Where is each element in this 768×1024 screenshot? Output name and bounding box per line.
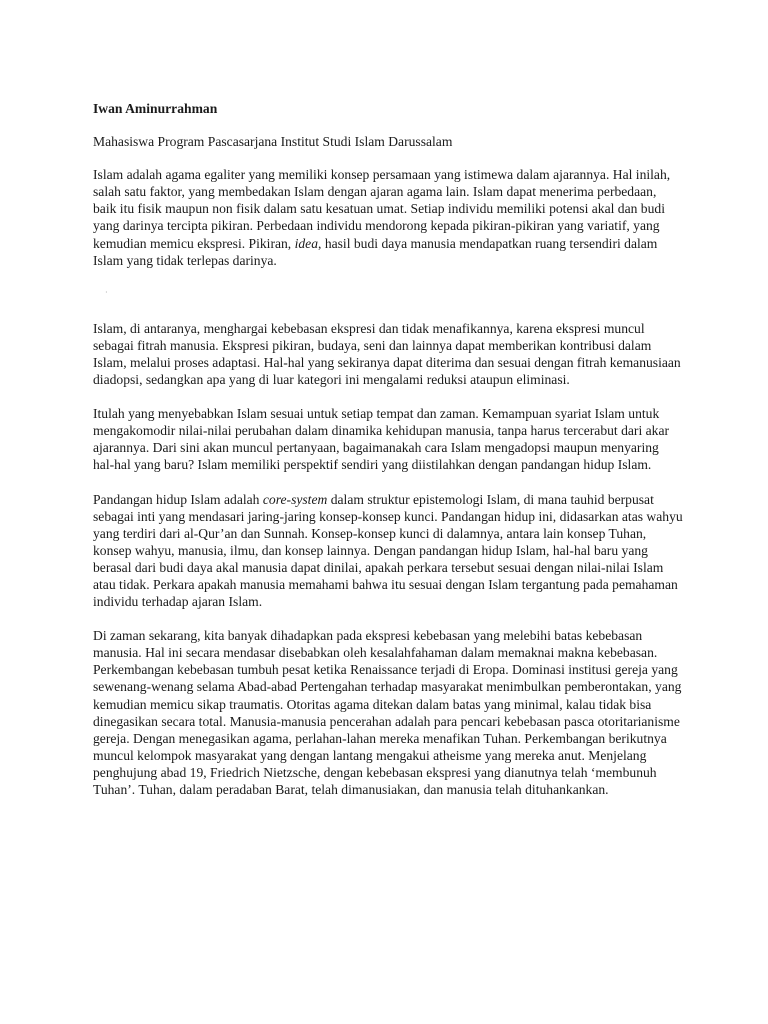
author-affiliation: Mahasiswa Program Pascasarjana Institut Studi Islam Darussalam [93, 134, 453, 150]
author-name: Iwan Aminurrahman [93, 101, 218, 116]
stray-mark: · [105, 287, 108, 297]
paragraph-5: Di zaman sekarang, kita banyak dihadapkan pada ekspresi kebebasan yang melebihi batas kebebasan manusia. Hal ini secara mendasar disebabkan oleh kesalahfahaman dalam memaknai makna kebebasan. Perkembangan kebebasan tumbuh pesat ketika Renaissance terjadi di Eropa. Dominasi institusi gereja yang sewenang-wenang selama Abad-abad Pertengahan terhadap masyarakat menimbulkan pemberontakan, yang kemudian memicu sikap traumatis. Otoritas agama ditekan dalam batas yang minimal, kalau tidak bisa dinegasikan secara total. Manusia-manusia pencerahan adalah para pencari kebebasan pasca otoritarianisme gereja. Dengan menegasikan agama, perlahan-lahan mereka menafikan Tuhan. Perkembangan berikutnya muncul kelompok masyarakat yang dengan lantang mengakui atheisme yang mereka anut. Menjelang penghujung abad 19, Friedrich Nietzsche, dengan kebebasan ekspresi yang dianutnya telah ‘membunuh Tuhan’. Tuhan, dalam peradaban Barat, telah dimanusiakan, dan manusia telah dituhankankan. [93, 628, 682, 797]
paragraph-1-text-a: Islam adalah agama egaliter yang memiliki konsep persamaan yang istimewa dalam ajarannya. Hal inilah, salah satu faktor, yang membedakan Islam dengan ajaran agama lain. Islam dapat menerima perbedaan, baik itu fisik maupun non fisik dalam satu kesatuan umat. Setiap individu memiliki potensi akal dan budi yang darinya tercipta pikiran. Perbedaan individu mendorong kepada pikiran-pikiran yang variatif, yang kemudian memicu ekspresi. Pikiran, [93, 167, 671, 251]
paragraph-4-text-a: Pandangan hidup Islam adalah [93, 491, 263, 507]
document-page [93, 100, 683, 815]
paragraph-4-text-b: dalam struktur epistemologi Islam, di mana tauhid berpusat sebagai inti yang mendasari jaring-jaring konsep-konsep kunci. Pandangan hidup ini, didasarkan atas wahyu yang terdiri dari al-Qur’an dan Sunnah. Konsep-konsep kunci di dalamnya, antara lain konsep Tuhan, konsep wahyu, manusia, ilmu, dan konsep lainnya. Dengan pandangan hidup Islam, hal-hal baru yang berasal dari budi daya akal manusia dapat dinilai, apakah perkara tersebut sesuai dengan nilai-nilai Islam atau tidak. Perkara apakah manusia memahami bahwa itu sesuai dengan Islam tergantung pada pemahaman individu terhadap ajaran Islam. [93, 491, 683, 610]
paragraph-1-emphasis: idea [294, 235, 319, 251]
paragraph-1 [93, 166, 683, 269]
paragraph-2: Islam, di antaranya, menghargai kebebasan ekspresi dan tidak menafikannya, karena ekspresi muncul sebagai fitrah manusia. Ekspresi pikiran, budaya, seni dan lainnya dapat memberikan kontribusi dalam Islam, melalui proses adaptasi. Hal-hal yang sekiranya dapat diterima dan sesuai dengan fitrah kemanusiaan diadopsi, sedangkan apa yang di luar kategori ini mengalami reduksi ataupun eliminasi. [93, 320, 681, 388]
paragraph-4-emphasis: core-system [262, 491, 328, 507]
paragraph-1-text-b: , hasil budi daya manusia mendapatkan ruang tersendiri dalam Islam yang tidak terlepas darinya. [93, 235, 658, 268]
paragraph-4 [93, 491, 683, 611]
paragraph-3: Itulah yang menyebabkan Islam sesuai untuk setiap tempat dan zaman. Kemampuan syariat Islam untuk mengakomodir nilai-nilai perubahan dalam dinamika kehidupan manusia, tanpa harus tercerabut dari akar ajarannya. Dari sini akan muncul pertanyaan, bagaimanakah cara Islam mengadopsi maupun menyaring hal-hal yang baru? Islam memiliki perspektif sendiri yang diistilahkan dengan pandangan hidup Islam. [93, 406, 670, 473]
